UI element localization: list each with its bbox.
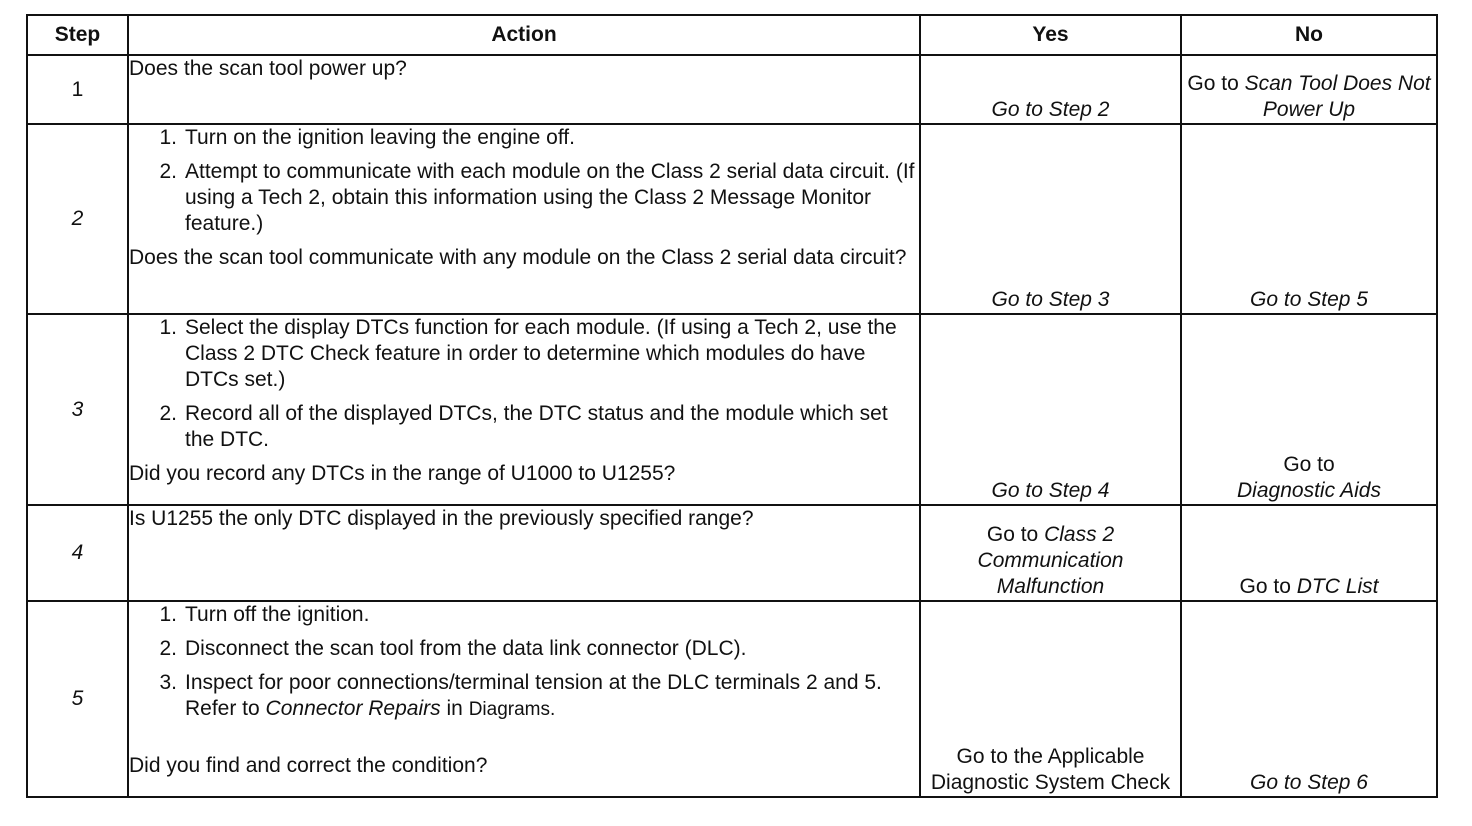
yes-cell — [920, 505, 1181, 601]
yes-cell — [920, 55, 1181, 124]
action-cell — [128, 601, 920, 797]
no-cell — [1181, 505, 1437, 601]
action-question: Did you record any DTCs in the range of U1000 to U1255? — [129, 462, 676, 485]
action-cell — [128, 314, 920, 505]
yes-target[interactable]: Class 2 Communication Malfunction — [977, 523, 1124, 598]
procedure-item: 1. Turn off the ignition. — [159, 603, 370, 626]
procedure-item: 1. Turn on the ignition leaving the engine off. — [159, 126, 575, 149]
table-row — [27, 601, 1437, 797]
header-no: No — [1181, 15, 1437, 55]
step-number: 1 — [27, 55, 128, 124]
step-number: 2 — [27, 124, 128, 314]
procedure-item: 2. Attempt to communicate with each module on the Class 2 serial data circuit. (If using a Tech 2, obtain this information using the Class 2 Message Monitor feature.) — [159, 160, 915, 235]
table-row — [27, 124, 1437, 314]
step-number: 5 — [27, 601, 128, 797]
no-prefix: Go to — [1239, 575, 1291, 598]
procedure-item: 2. Disconnect the scan tool from the data link connector (DLC). — [159, 637, 747, 660]
no-target[interactable]: DTC List — [1296, 575, 1379, 598]
procedure-list — [129, 602, 919, 723]
action-question: Does the scan tool power up? — [129, 57, 407, 80]
no-target[interactable]: Diagnostic Aids — [1237, 479, 1381, 502]
step-number: 3 — [27, 314, 128, 505]
no-cell — [1181, 601, 1437, 797]
table-row — [27, 505, 1437, 601]
yes-cell — [920, 124, 1181, 314]
no-cell — [1181, 55, 1437, 124]
yes-target[interactable]: Go to the Applicable Diagnostic System Check — [930, 745, 1171, 794]
header-yes: Yes — [920, 15, 1181, 55]
no-prefix: Go to — [1187, 72, 1239, 95]
procedure-item: 1. Select the display DTCs function for each module. (If using a Tech 2, use the Class 2 DTC Check feature in order to determine which modules do have DTCs set.) — [159, 316, 897, 391]
procedure-list — [129, 315, 919, 453]
no-target[interactable]: Scan Tool Does Not Power Up — [1244, 72, 1431, 121]
yes-prefix: Go to — [986, 523, 1039, 546]
procedure-item: 3. Inspect for poor connections/terminal tension at the DLC terminals 2 and 5. Refer to Connector Repairs in Diagrams. — [159, 671, 882, 720]
action-question: Does the scan tool communicate with any module on the Class 2 serial data circuit? — [129, 246, 907, 269]
action-cell — [128, 55, 920, 124]
table-row — [27, 55, 1437, 124]
yes-target[interactable]: Go to Step 2 — [991, 98, 1110, 121]
action-cell — [128, 505, 920, 601]
step-number: 4 — [27, 505, 128, 601]
header-row — [27, 15, 1437, 55]
yes-target[interactable]: Go to Step 4 — [991, 479, 1110, 502]
header-action: Action — [128, 15, 920, 55]
yes-cell — [920, 601, 1181, 797]
no-prefix: Go to — [1283, 453, 1335, 476]
no-cell — [1181, 124, 1437, 314]
no-target[interactable]: Go to Step 6 — [1250, 771, 1368, 794]
no-cell — [1181, 314, 1437, 505]
no-target[interactable]: Go to Step 5 — [1250, 288, 1368, 311]
header-step: Step — [27, 15, 128, 55]
yes-target[interactable]: Go to Step 3 — [991, 288, 1110, 311]
diagnostic-table — [26, 14, 1438, 798]
diagrams-reference: Diagrams. — [468, 699, 556, 720]
action-question: Did you find and correct the condition? — [129, 754, 488, 777]
action-cell — [128, 124, 920, 314]
yes-cell — [920, 314, 1181, 505]
action-question: Is U1255 the only DTC displayed in the previously specified range? — [129, 507, 754, 530]
connector-repairs-link[interactable]: Connector Repairs — [265, 697, 441, 720]
procedure-item: 2. Record all of the displayed DTCs, the DTC status and the module which set the DTC. — [159, 402, 888, 451]
table-row — [27, 314, 1437, 505]
procedure-list — [129, 125, 919, 237]
